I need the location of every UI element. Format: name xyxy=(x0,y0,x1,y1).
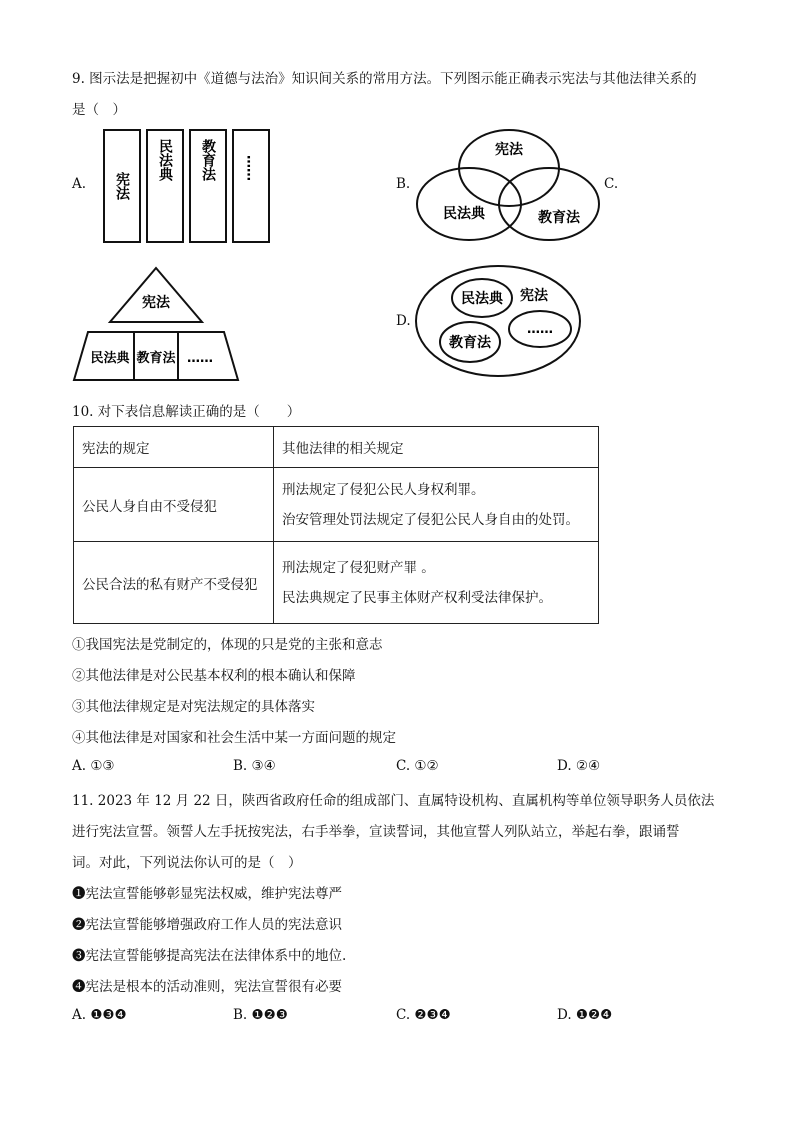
table-row xyxy=(74,468,599,542)
table-cell-other-laws xyxy=(274,542,599,624)
pyramid-label-ellipsis: …… xyxy=(187,351,213,366)
table-cell-line: 刑法规定了侵犯公民人身权利罪。 xyxy=(282,481,485,498)
q10-stem: 10. 对下表信息解读正确的是（ ） xyxy=(72,404,301,420)
venn-label-constitution: 宪法 xyxy=(495,142,523,158)
venn-label-civil-code: 民法典 xyxy=(443,206,485,222)
q9-option-b-figure[interactable] xyxy=(414,126,604,248)
q11-stem-line1: 11. 2023 年 12 月 22 日，陕西省政府任命的组成部门、直属特设机构、直属机构等单位领导职务人员依法 xyxy=(72,793,715,809)
q11-stem-line2: 进行宪法宣誓。领誓人左手抚按宪法，右手举拳，宣读誓词，其他宣誓人列队站立，举起右拳，跟诵誓 xyxy=(72,824,680,840)
q10-choice-a[interactable]: A. ①③ xyxy=(72,758,115,774)
q11-stem-line3: 词。对此，下列说法你认可的是（ ） xyxy=(72,855,302,871)
q10-choice-c[interactable]: C. ①② xyxy=(396,758,439,774)
table-header-cell: 宪法的规定 xyxy=(74,427,274,468)
q9-option-c-figure[interactable] xyxy=(70,264,242,388)
q11-choice-a[interactable]: A. ❶❸❹ xyxy=(72,1007,127,1023)
q9-stem-line1: 9. 图示法是把握初中《道德与法治》知识间关系的常用方法。下列图示能正确表示宪法与其他法律关系的 xyxy=(72,71,697,87)
q11-statement-4: ❹宪法是根本的活动准则，宪法宣誓很有必要 xyxy=(72,979,342,995)
table-cell-constitution-rule: 公民合法的私有财产不受侵犯 xyxy=(74,542,274,624)
q10-statement-3: ③其他法律规定是对宪法规定的具体落实 xyxy=(72,699,315,715)
q9-option-a-letter[interactable]: A. xyxy=(72,176,87,192)
q9-option-a-figure[interactable] xyxy=(100,126,280,250)
pyramid-label-education-law: 教育法 xyxy=(136,351,176,366)
q10-statement-2: ②其他法律是对公民基本权利的根本确认和保障 xyxy=(72,668,356,684)
q9-option-b-letter[interactable]: B. xyxy=(396,176,411,192)
q10-statement-1: ①我国宪法是党制定的，体现的只是党的主张和意志 xyxy=(72,637,383,653)
q9-stem-line2: 是（ ） xyxy=(72,102,126,118)
q11-statement-2: ❷宪法宣誓能够增强政府工作人员的宪法意识 xyxy=(72,917,342,933)
q10-choice-b[interactable]: B. ③④ xyxy=(233,758,276,774)
q11-statement-1: ❶宪法宣誓能够彰显宪法权威，维护宪法尊严 xyxy=(72,886,342,902)
q11-statement-3: ❸宪法宣誓能够提高宪法在法律体系中的地位. xyxy=(72,948,347,964)
table-cell-constitution-rule: 公民人身自由不受侵犯 xyxy=(74,468,274,542)
q10-statement-4: ④其他法律是对国家和社会生活中某一方面问题的规定 xyxy=(72,730,396,746)
venn-label-education-law: 教育法 xyxy=(538,210,580,226)
law-label-education-law: 教育法 xyxy=(200,139,216,181)
nested-label-ellipsis: …… xyxy=(527,322,553,337)
q11-choice-d[interactable]: D. ❶❷❹ xyxy=(557,1007,613,1023)
q9-option-c-letter[interactable]: C. xyxy=(604,176,619,192)
table-cell-other-laws xyxy=(274,468,599,542)
table-row xyxy=(74,542,599,624)
pyramid-label-constitution: 宪法 xyxy=(142,295,170,311)
table-header-row xyxy=(74,427,599,468)
law-label-civil-code: 民法典 xyxy=(157,139,173,181)
q11-choice-b[interactable]: B. ❶❷❸ xyxy=(233,1007,288,1023)
law-label-constitution: 宪法 xyxy=(114,172,130,200)
nested-label-education-law: 教育法 xyxy=(449,335,491,351)
table-cell-line: 民法典规定了民事主体财产权利受法律保护。 xyxy=(282,589,552,606)
table-cell-line: 治安管理处罚法规定了侵犯公民人身自由的处罚。 xyxy=(282,511,579,528)
q10-choice-d[interactable]: D. ②④ xyxy=(557,758,601,774)
q9-option-d-letter[interactable]: D. xyxy=(396,313,411,329)
law-label-ellipsis: …… xyxy=(243,155,259,181)
nested-label-civil-code: 民法典 xyxy=(461,291,503,307)
q11-choice-c[interactable]: C. ❷❸❹ xyxy=(396,1007,451,1023)
law-comparison-table xyxy=(73,426,599,624)
q9-option-d-figure[interactable] xyxy=(412,262,584,384)
nested-label-constitution: 宪法 xyxy=(520,288,548,304)
table-header-cell: 其他法律的相关规定 xyxy=(274,427,599,468)
table-cell-line: 刑法规定了侵犯财产罪 。 xyxy=(282,559,435,576)
pyramid-label-civil-code: 民法典 xyxy=(90,351,130,366)
